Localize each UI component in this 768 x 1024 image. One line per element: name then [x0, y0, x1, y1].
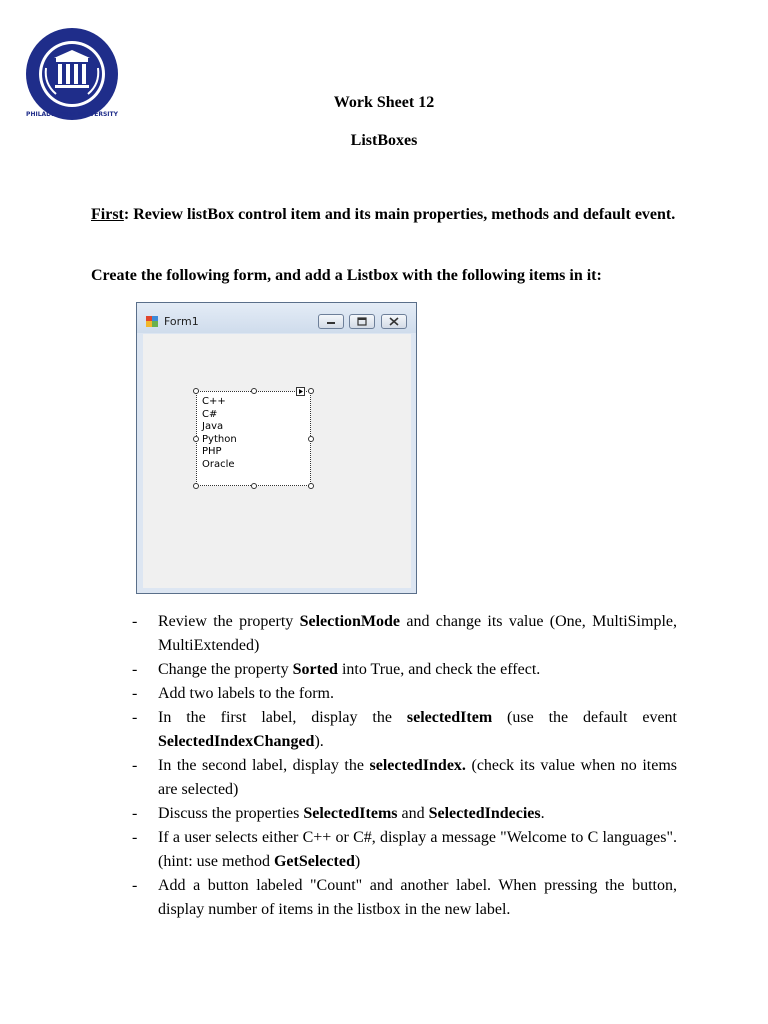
- task-text: (check its value when no items are selected): [158, 757, 677, 798]
- task-text: (use the default event: [492, 709, 677, 726]
- bullet-dash: -: [132, 709, 138, 726]
- logo-text: PHILADELPHIA UNIVERSITY: [26, 111, 118, 118]
- smart-tag-arrow-icon[interactable]: [296, 387, 305, 396]
- task-item: [132, 682, 677, 706]
- listbox-item[interactable]: Oracle: [202, 458, 235, 470]
- page-subtitle: ListBoxes: [350, 132, 418, 149]
- bullet-dash: -: [132, 805, 138, 822]
- task-text: Add a button labeled "Count" and another label. When pressing the button, display number of items in the listbox in the new label.: [158, 877, 677, 918]
- resize-handle[interactable]: [251, 483, 257, 489]
- task-list: [132, 610, 677, 922]
- task-text: If a user selects either C++ or C#, display a message "Welcome to C languages". (hint: use method: [158, 829, 677, 870]
- minimize-icon: [319, 315, 343, 328]
- form-app-icon: [146, 316, 158, 327]
- task-text: into True, and check the effect.: [337, 661, 541, 678]
- task-item: [132, 658, 677, 682]
- bullet-dash: -: [132, 661, 138, 678]
- task-text: and change its value (One, MultiSimple, MultiExtended): [158, 613, 677, 654]
- task-text: In the second label, display the: [158, 757, 370, 774]
- form-titlebar: [137, 303, 416, 333]
- instruction-text: Create the following form, and add a Listbox with the following items in it:: [91, 267, 602, 284]
- task-keyword: Sorted: [292, 661, 338, 678]
- task-text: ).: [314, 733, 324, 750]
- task-keyword: SelectedItems: [303, 805, 398, 822]
- close-icon: [382, 315, 406, 328]
- bullet-dash: -: [132, 613, 138, 630]
- bullet-dash: -: [132, 877, 138, 894]
- form-screenshot: [136, 302, 417, 594]
- listbox-item[interactable]: Java: [202, 421, 224, 432]
- maximize-button[interactable]: [349, 314, 375, 329]
- listbox-item[interactable]: C++: [202, 396, 226, 407]
- task-item: [132, 826, 677, 874]
- task-keyword: SelectionMode: [299, 613, 401, 630]
- task-item: [132, 802, 677, 826]
- task-text: .: [540, 805, 545, 822]
- task-text: Change the property: [158, 661, 293, 678]
- resize-handle[interactable]: [251, 388, 257, 394]
- task-item: [132, 610, 677, 658]
- task-text: Add two labels to the form.: [158, 685, 334, 702]
- resize-handle[interactable]: [308, 483, 314, 489]
- bullet-dash: -: [132, 685, 138, 702]
- task-keyword: selectedIndex.: [369, 757, 466, 774]
- bullet-dash: -: [132, 757, 138, 774]
- task-text: Discuss the properties: [158, 805, 304, 822]
- first-text: : Review listBox control item and its main properties, methods and default event.: [123, 206, 676, 223]
- task-text: and: [397, 805, 429, 822]
- task-item: [132, 706, 677, 754]
- task-item: [132, 874, 677, 922]
- resize-handle[interactable]: [308, 436, 314, 442]
- first-paragraph: [91, 203, 677, 227]
- task-keyword: selectedItem: [406, 709, 493, 726]
- task-keyword: GetSelected: [273, 853, 355, 870]
- form-title: Form1: [164, 315, 199, 328]
- first-label: First: [91, 206, 124, 223]
- close-button[interactable]: [381, 314, 407, 329]
- task-keyword: SelectedIndexChanged: [158, 733, 315, 750]
- resize-handle[interactable]: [308, 388, 314, 394]
- resize-handle[interactable]: [193, 483, 199, 489]
- page-title: Work Sheet 12: [333, 94, 435, 111]
- bullet-dash: -: [132, 829, 138, 846]
- form-client-area: [143, 334, 411, 588]
- task-keyword: SelectedIndecies: [428, 805, 541, 822]
- minimize-button[interactable]: [318, 314, 344, 329]
- task-text: In the first label, display the: [158, 709, 407, 726]
- listbox[interactable]: [196, 391, 311, 486]
- listbox-item[interactable]: C#: [202, 408, 218, 420]
- listbox-item[interactable]: PHP: [202, 446, 222, 457]
- resize-handle[interactable]: [193, 436, 199, 442]
- task-text: ): [354, 853, 361, 870]
- task-text: Review the property: [158, 613, 300, 630]
- listbox-item[interactable]: Python: [202, 433, 237, 445]
- resize-handle[interactable]: [193, 388, 199, 394]
- maximize-icon: [350, 315, 374, 328]
- task-item: [132, 754, 677, 802]
